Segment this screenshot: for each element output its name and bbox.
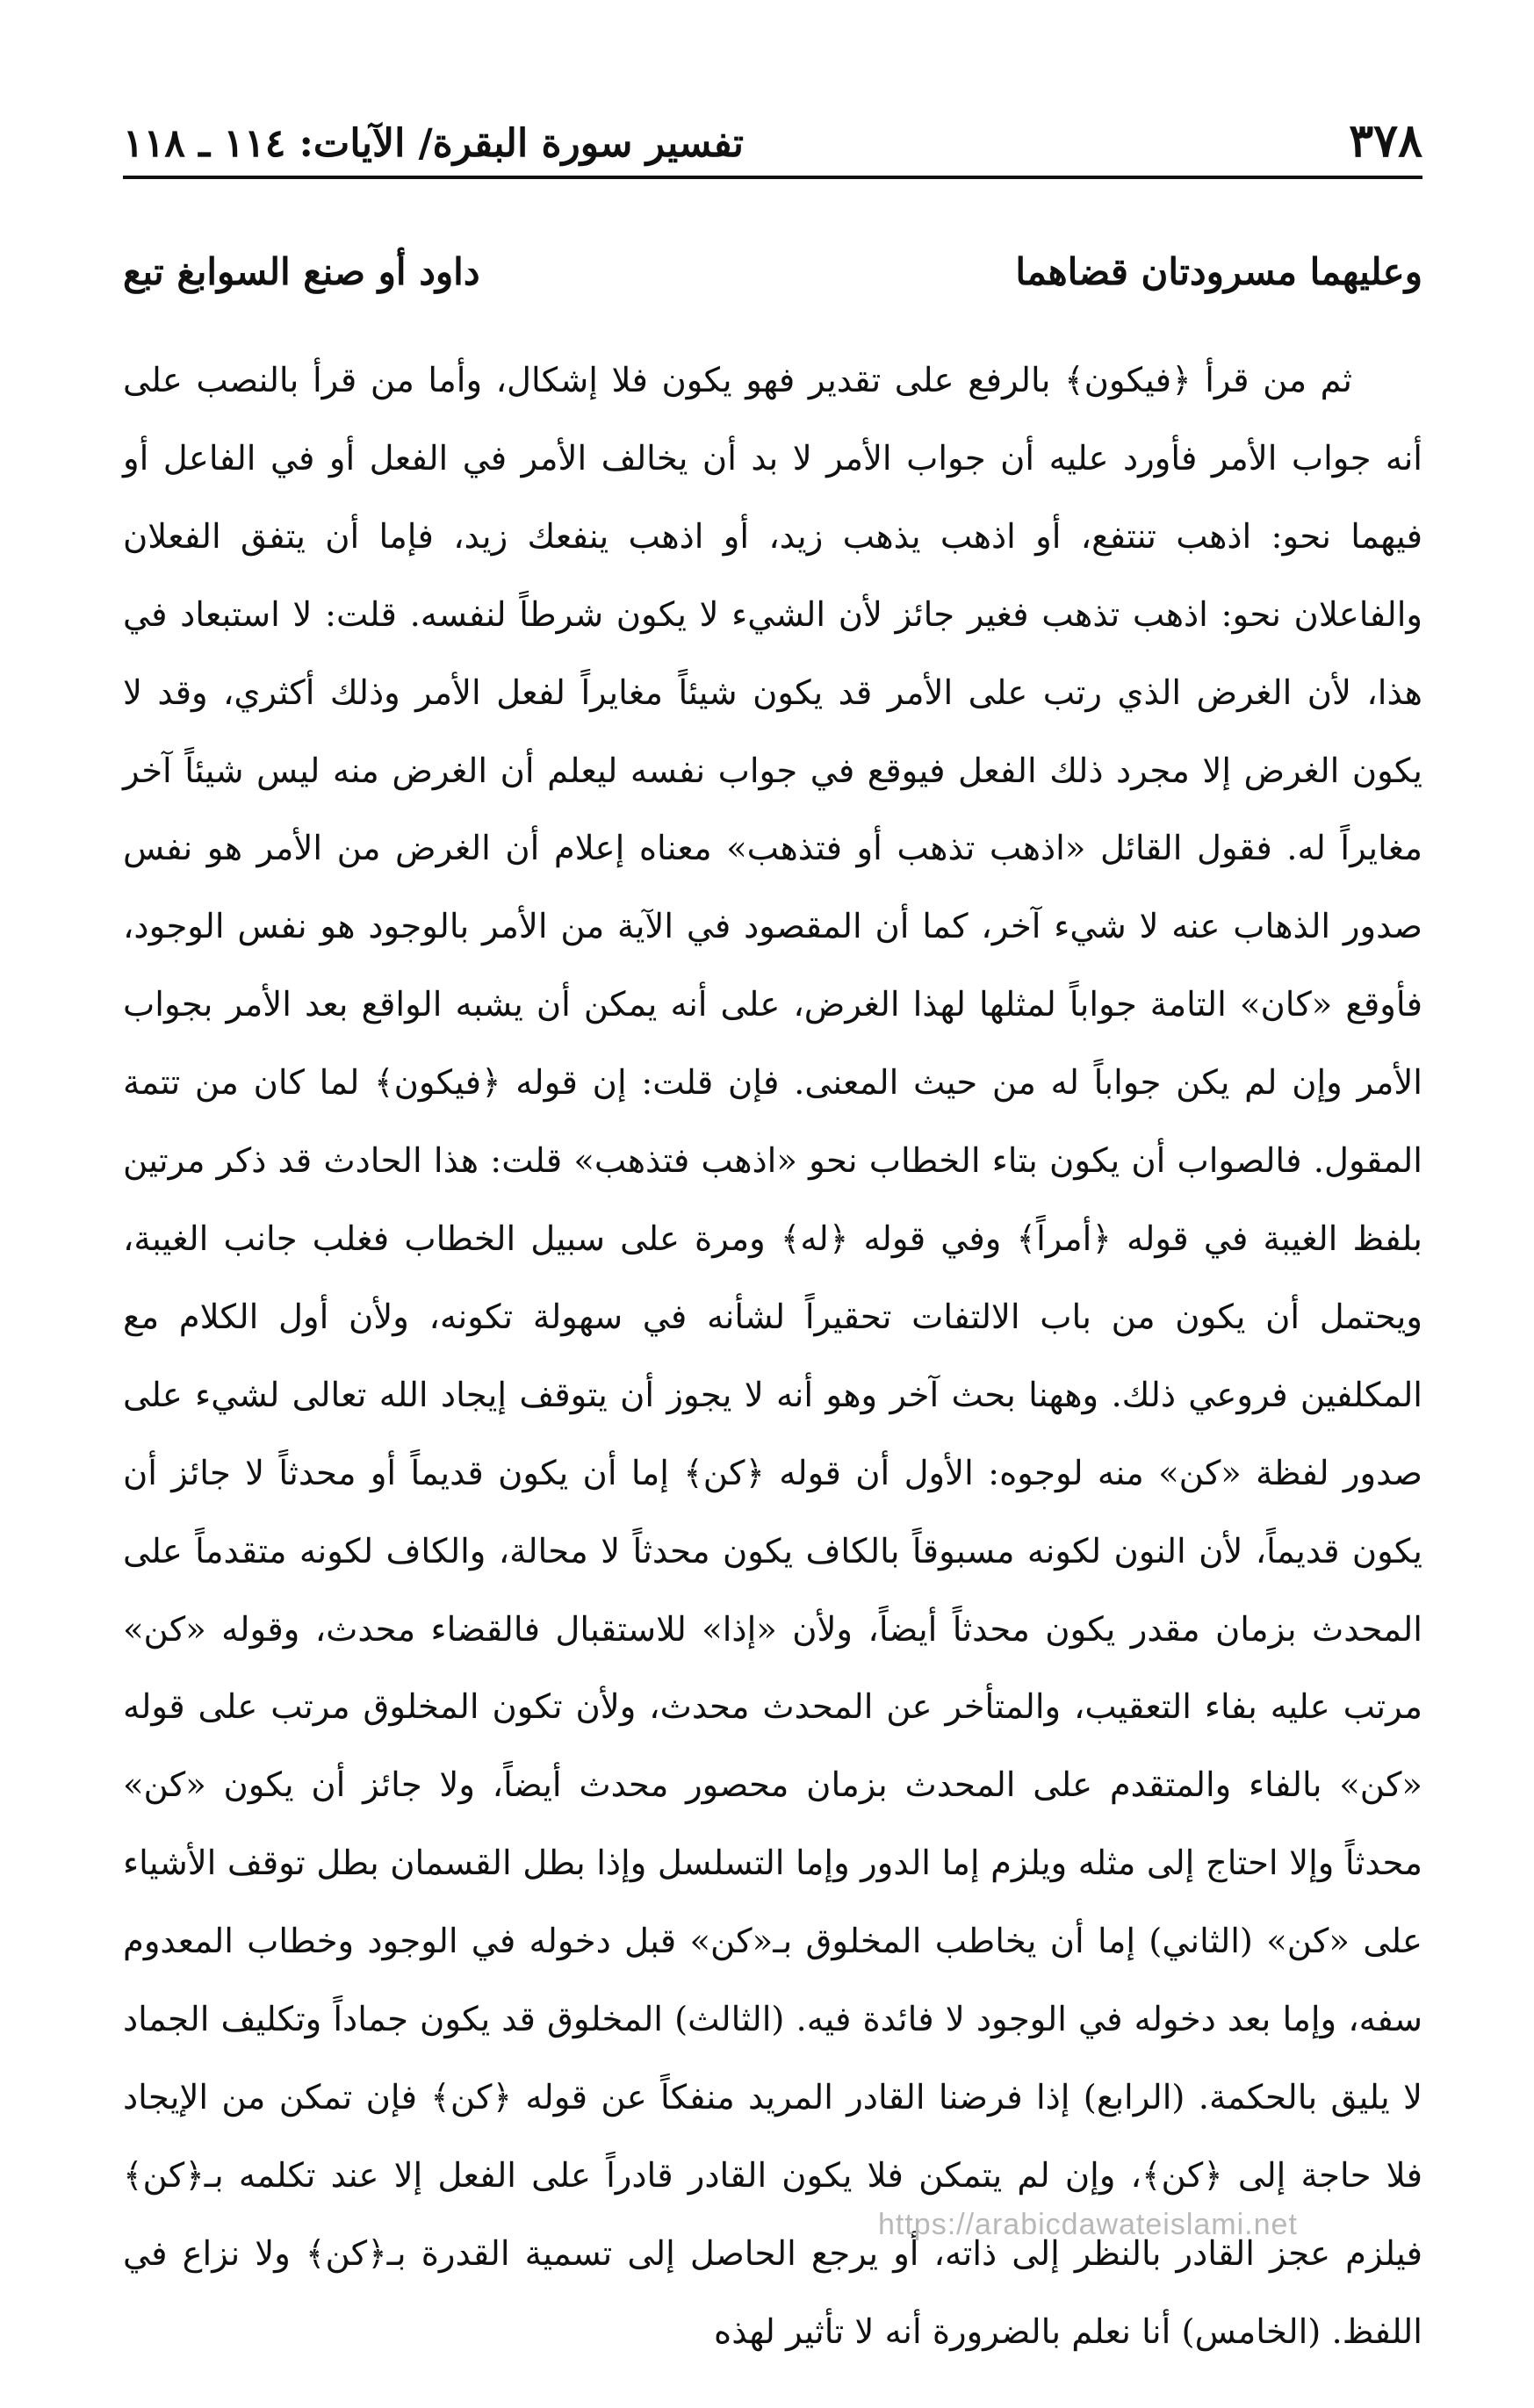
verse-second-hemistich: داود أو صنع السوابغ تبع — [123, 250, 480, 293]
page-header — [123, 114, 1422, 179]
running-title: تفسير سورة البقرة/ الآيات: ١١٤ ـ ١١٨ — [123, 121, 745, 166]
verse-first-hemistich: وعليهما مسرودتان قضاهما — [1015, 250, 1422, 293]
body-text — [123, 342, 1422, 2372]
body-paragraph: ثم من قرأ ﴿فيكون﴾ بالرفع على تقدير فهو يكون فلا إشكال، وأما من قرأ بالنصب على أنه جواب الأمر فأورد عليه أن جواب الأمر لا بد أن يخالف الأمر في الفعل أو في الفاعل أو فيهما نحو: اذهب تنتفع، أو اذهب يذهب زيد، أو اذهب ينفعك زيد، فإما أن يتفق الفعلان والفاعلان نحو: اذهب تذهب فغير جائز لأن الشيء لا يكون شرطاً لنفسه. قلت: لا استبعاد في هذا، لأن الغرض الذي رتب على الأمر قد يكون شيئاً مغايراً لفعل الأمر وذلك أكثري، وقد لا يكون الغرض إلا مجرد ذلك الفعل فيوقع في جواب نفسه ليعلم أن الغرض منه ليس شيئاً آخر مغايراً له. فقول القائل «اذهب تذهب أو فتذهب» معناه إعلام أن الغرض من الأمر هو نفس صدور الذهاب عنه لا شيء آخر، كما أن المقصود في الآية من الأمر بالوجود هو نفس الوجود، فأوقع «كان» التامة جواباً لمثلها لهذا الغرض، على أنه يمكن أن يشبه الواقع بعد الأمر بجواب الأمر وإن لم يكن جواباً له من حيث المعنى. فإن قلت: إن قوله ﴿فيكون﴾ لما كان من تتمة المقول. فالصواب أن يكون بتاء الخطاب نحو «اذهب فتذهب» قلت: هذا الحادث قد ذكر مرتين بلفظ الغيبة في قوله ﴿أمراً﴾ وفي قوله ﴿له﴾ ومرة على سبيل الخطاب فغلب جانب الغيبة، ويحتمل أن يكون من باب الالتفات تحقيراً لشأنه في سهولة تكونه، ولأن أول الكلام مع المكلفين فروعي ذلك. وههنا بحث آخر وهو أنه لا يجوز أن يتوقف إيجاد الله تعالى لشيء على صدور لفظة «كن» منه لوجوه: الأول أن قوله ﴿كن﴾ إما أن يكون قديماً أو محدثاً لا جائز أن يكون قديماً، لأن النون لكونه مسبوقاً بالكاف يكون محدثاً لا محالة، والكاف لكونه متقدماً على المحدث بزمان مقدر يكون محدثاً أيضاً، ولأن «إذا» للاستقبال فالقضاء محدث، وقوله «كن» مرتب عليه بفاء التعقيب، والمتأخر عن المحدث محدث، ولأن تكون المخلوق مرتب على قوله «كن» بالفاء والمتقدم على المحدث بزمان محصور محدث أيضاً، ولا جائز أن يكون «كن» محدثاً وإلا احتاج إلى مثله ويلزم إما الدور وإما التسلسل وإذا بطل القسمان بطل توقف الأشياء على «كن» (الثاني) إما أن يخاطب المخلوق بـ«كن» قبل دخوله في الوجود وخطاب المعدوم سفه، وإما بعد دخوله في الوجود لا فائدة فيه. (الثالث) المخلوق قد يكون جماداً وتكليف الجماد لا يليق بالحكمة. (الرابع) إذا فرضنا القادر المريد منفكاً عن قوله ﴿كن﴾ فإن تمكن من الإيجاد فلا حاجة إلى ﴿كن﴾، وإن لم يتمكن فلا يكون القادر قادراً على الفعل إلا عند تكلمه بـ﴿كن﴾ فيلزم عجز القادر بالنظر إلى ذاته، أو يرجع الحاصل إلى تسمية القدرة بـ﴿كن﴾ ولا نزاع في اللفظ. (الخامس) أنا نعلم بالضرورة أنه لا تأثير لهذه — [123, 361, 1422, 2352]
page-number: ٣٧٨ — [1349, 114, 1422, 168]
watermark-url: https://arabicdawateislami.net — [878, 2208, 1298, 2241]
poetry-verse — [123, 250, 1422, 320]
